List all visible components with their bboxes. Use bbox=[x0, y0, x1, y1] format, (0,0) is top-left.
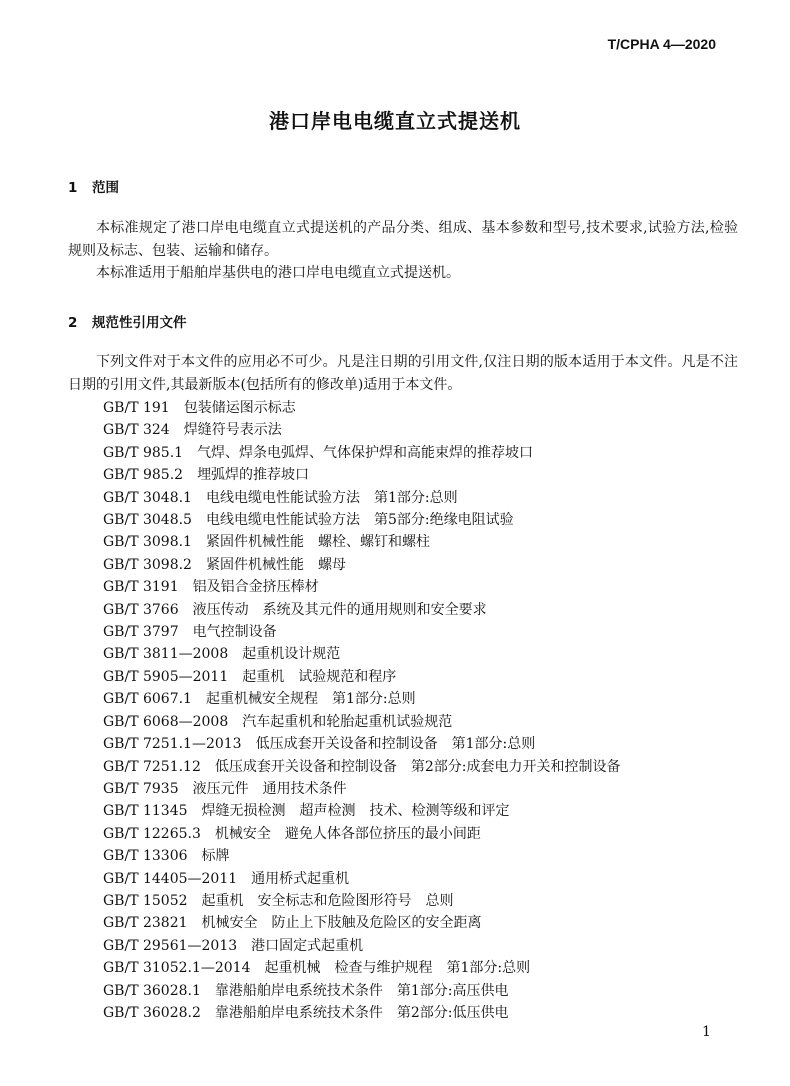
section-number: 2 bbox=[68, 315, 78, 331]
reference-title: 埋弧焊的推荐坡口 bbox=[197, 467, 310, 484]
reference-title: 起重机械 检查与维护规程 第1部分:总则 bbox=[264, 960, 531, 977]
section-2-intro bbox=[68, 351, 738, 396]
reference-item bbox=[103, 733, 621, 755]
reference-code: GB/T 7251.12 bbox=[103, 758, 201, 775]
reference-code: GB/T 23821 bbox=[103, 915, 188, 932]
reference-title: 紧固件机械性能 螺母 bbox=[205, 556, 346, 573]
reference-code: GB/T 31052.1—2014 bbox=[103, 960, 251, 977]
reference-item bbox=[103, 711, 621, 733]
reference-title: 气焊、焊条电弧焊、气体保护焊和高能束焊的推荐坡口 bbox=[197, 444, 534, 461]
reference-item bbox=[103, 487, 621, 509]
reference-title: 电线电缆电性能试验方法 第5部分:绝缘电阻试验 bbox=[205, 512, 514, 529]
reference-code: GB/T 6068—2008 bbox=[103, 713, 229, 730]
reference-code: GB/T 324 bbox=[103, 422, 170, 439]
reference-title: 低压成套开关设备和控制设备 第1部分:总则 bbox=[255, 736, 536, 753]
reference-code: GB/T 985.2 bbox=[103, 467, 184, 484]
reference-code: GB/T 7251.1—2013 bbox=[103, 736, 242, 753]
reference-title: 焊缝符号表示法 bbox=[183, 422, 282, 439]
reference-item bbox=[103, 935, 621, 957]
reference-code: GB/T 3191 bbox=[103, 579, 179, 596]
paragraph: 本标准规定了港口岸电电缆直立式提送机的产品分类、组成、基本参数和型号,技术要求,试验方法,检验规则及标志、包装、运输和储存。 bbox=[68, 220, 738, 259]
reference-title: 起重机 试验规范和程序 bbox=[242, 668, 397, 685]
reference-code: GB/T 3048.1 bbox=[103, 489, 192, 506]
reference-code: GB/T 191 bbox=[103, 400, 170, 416]
reference-code: GB/T 13306 bbox=[103, 848, 188, 865]
reference-code: GB/T 3098.2 bbox=[103, 556, 192, 573]
reference-code: GB/T 3048.5 bbox=[103, 512, 192, 529]
reference-title: 液压传动 系统及其元件的通用规则和安全要求 bbox=[192, 601, 487, 618]
reference-code: GB/T 6067.1 bbox=[103, 691, 192, 708]
reference-code: GB/T 14405—2011 bbox=[103, 870, 238, 887]
reference-item bbox=[103, 643, 621, 665]
reference-code: GB/T 3098.1 bbox=[103, 534, 192, 551]
reference-item bbox=[103, 912, 621, 934]
section-number: 1 bbox=[68, 180, 78, 196]
reference-title: 起重机设计规范 bbox=[242, 646, 341, 663]
reference-title: 包装储运图示标志 bbox=[183, 400, 296, 416]
reference-item bbox=[103, 531, 621, 553]
reference-title: 通用桥式起重机 bbox=[251, 870, 350, 887]
section-1-body bbox=[68, 217, 738, 285]
page-number: 1 bbox=[702, 1024, 711, 1040]
reference-title: 紧固件机械性能 螺栓、螺钉和螺柱 bbox=[205, 534, 430, 551]
reference-title: 铝及铝合金挤压棒材 bbox=[192, 579, 319, 596]
reference-item bbox=[103, 823, 621, 845]
reference-item bbox=[103, 599, 621, 621]
reference-item bbox=[103, 621, 621, 643]
reference-code: GB/T 5905—2011 bbox=[103, 668, 229, 685]
reference-list bbox=[103, 397, 621, 1024]
paragraph: 下列文件对于本文件的应用必不可少。凡是注日期的引用文件,仅注日期的版本适用于本文件。凡是不注日期的引用文件,其最新版本(包括所有的修改单)适用于本文件。 bbox=[68, 354, 738, 393]
reference-code: GB/T 7935 bbox=[103, 780, 179, 797]
reference-item bbox=[103, 980, 621, 1002]
reference-item bbox=[103, 688, 621, 710]
reference-code: GB/T 15052 bbox=[103, 892, 188, 909]
section-title: 范围 bbox=[92, 180, 119, 196]
section-title: 规范性引用文件 bbox=[92, 315, 187, 331]
reference-item bbox=[103, 800, 621, 822]
paragraph: 本标准适用于船舶岸基供电的港口岸电电缆直立式提送机。 bbox=[96, 265, 460, 281]
document-code: T/CPHA 4—2020 bbox=[607, 36, 716, 52]
reference-code: GB/T 12265.3 bbox=[103, 825, 201, 842]
reference-code: GB/T 985.1 bbox=[103, 444, 184, 461]
reference-item bbox=[103, 890, 621, 912]
section-2-heading bbox=[68, 311, 187, 331]
reference-code: GB/T 29561—2013 bbox=[103, 937, 238, 954]
reference-title: 机械安全 防止上下肢触及危险区的安全距离 bbox=[201, 915, 482, 932]
reference-title: 标牌 bbox=[201, 848, 230, 865]
reference-title: 机械安全 避免人体各部位挤压的最小间距 bbox=[214, 825, 481, 842]
reference-code: GB/T 3766 bbox=[103, 601, 179, 618]
reference-code: GB/T 3797 bbox=[103, 624, 179, 641]
reference-title: 起重机械安全规程 第1部分:总则 bbox=[205, 691, 416, 708]
reference-title: 起重机 安全标志和危险图形符号 总则 bbox=[201, 892, 454, 909]
reference-item bbox=[103, 554, 621, 576]
reference-code: GB/T 36028.1 bbox=[103, 982, 201, 999]
reference-code: GB/T 11345 bbox=[103, 803, 188, 820]
reference-title: 低压成套开关设备和控制设备 第2部分:成套电力开关和控制设备 bbox=[214, 758, 621, 775]
reference-item bbox=[103, 509, 621, 531]
reference-item bbox=[103, 576, 621, 598]
reference-item bbox=[103, 666, 621, 688]
reference-item bbox=[103, 442, 621, 464]
reference-item bbox=[103, 464, 621, 486]
reference-title: 汽车起重机和轮胎起重机试验规范 bbox=[242, 713, 453, 730]
reference-item bbox=[103, 756, 621, 778]
reference-title: 焊缝无损检测 超声检测 技术、检测等级和评定 bbox=[201, 803, 510, 820]
reference-title: 靠港船舶岸电系统技术条件 第1部分:高压供电 bbox=[214, 982, 509, 999]
reference-title: 液压元件 通用技术条件 bbox=[192, 780, 347, 797]
reference-item bbox=[103, 868, 621, 890]
reference-item bbox=[103, 397, 621, 419]
reference-title: 电线电缆电性能试验方法 第1部分:总则 bbox=[205, 489, 458, 506]
reference-code: GB/T 36028.2 bbox=[103, 1004, 201, 1021]
reference-code: GB/T 3811—2008 bbox=[103, 646, 229, 663]
reference-title: 港口固定式起重机 bbox=[251, 937, 364, 954]
document-title: 港口岸电电缆直立式提送机 bbox=[269, 109, 521, 133]
reference-title: 靠港船舶岸电系统技术条件 第2部分:低压供电 bbox=[214, 1004, 509, 1021]
reference-item bbox=[103, 419, 621, 441]
reference-title: 电气控制设备 bbox=[192, 624, 277, 641]
section-1-heading bbox=[68, 176, 119, 196]
reference-item bbox=[103, 845, 621, 867]
reference-item bbox=[103, 778, 621, 800]
reference-item bbox=[103, 957, 621, 979]
reference-item bbox=[103, 1002, 621, 1024]
